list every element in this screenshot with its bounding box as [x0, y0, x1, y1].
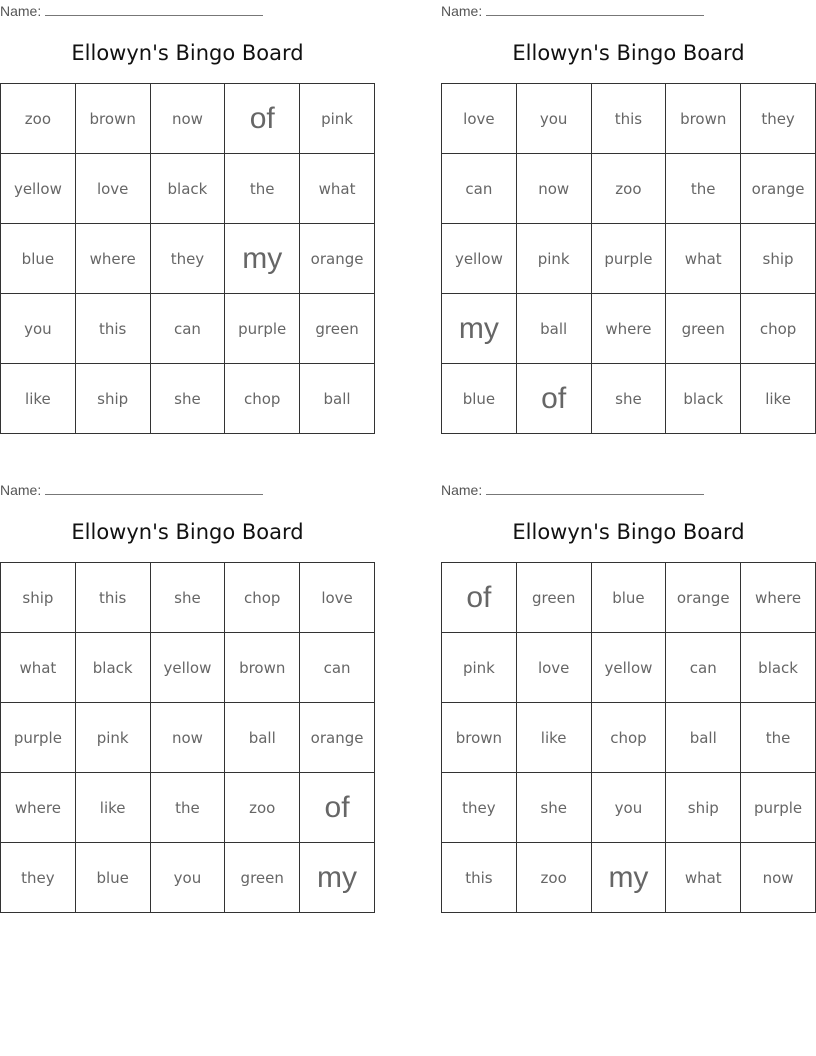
bingo-cell: my: [225, 224, 300, 294]
bingo-cell: yellow: [591, 633, 666, 703]
bingo-cell: they: [442, 773, 517, 843]
bingo-cell: can: [442, 154, 517, 224]
bingo-cell: green: [300, 294, 375, 364]
bingo-cell: she: [516, 773, 591, 843]
bingo-cell: like: [741, 364, 816, 434]
bingo-cell: where: [591, 294, 666, 364]
bingo-row: [442, 84, 816, 154]
bingo-cell: she: [591, 364, 666, 434]
bingo-row: [442, 364, 816, 434]
bingo-cell: where: [75, 224, 150, 294]
bingo-cell: can: [300, 633, 375, 703]
bingo-cell: what: [666, 224, 741, 294]
bingo-cell: ball: [666, 703, 741, 773]
bingo-grid: [0, 83, 375, 434]
bingo-cell: brown: [225, 633, 300, 703]
bingo-cell: of: [516, 364, 591, 434]
name-field: [0, 3, 263, 19]
bingo-cell: yellow: [442, 224, 517, 294]
bingo-cell: can: [150, 294, 225, 364]
name-field: [441, 482, 704, 498]
bingo-cell: she: [150, 364, 225, 434]
bingo-cell: love: [516, 633, 591, 703]
bingo-cell: of: [300, 773, 375, 843]
bingo-cell: you: [1, 294, 76, 364]
bingo-row: [1, 294, 375, 364]
bingo-row: [1, 843, 375, 913]
bingo-cell: love: [75, 154, 150, 224]
bingo-row: [1, 154, 375, 224]
bingo-cell: ball: [225, 703, 300, 773]
bingo-cell: where: [741, 563, 816, 633]
bingo-cell: you: [591, 773, 666, 843]
bingo-cell: you: [516, 84, 591, 154]
bingo-cell: this: [442, 843, 517, 913]
bingo-cell: green: [516, 563, 591, 633]
bingo-cell: like: [516, 703, 591, 773]
bingo-row: [442, 773, 816, 843]
bingo-row: [1, 633, 375, 703]
bingo-cell: she: [150, 563, 225, 633]
bingo-cell: chop: [591, 703, 666, 773]
bingo-cell: black: [75, 633, 150, 703]
board-title: Ellowyn's Bingo Board: [71, 520, 304, 544]
bingo-cell: my: [300, 843, 375, 913]
bingo-cell: love: [300, 563, 375, 633]
bingo-cell: zoo: [591, 154, 666, 224]
bingo-cell: they: [741, 84, 816, 154]
name-label: Name:: [0, 3, 42, 19]
bingo-cell: love: [442, 84, 517, 154]
bingo-cell: now: [741, 843, 816, 913]
bingo-cell: what: [1, 633, 76, 703]
bingo-grid: [441, 562, 816, 913]
bingo-cell: blue: [442, 364, 517, 434]
board-title: Ellowyn's Bingo Board: [71, 41, 304, 65]
bingo-cell: chop: [225, 563, 300, 633]
bingo-cell: my: [442, 294, 517, 364]
bingo-cell: zoo: [225, 773, 300, 843]
bingo-row: [1, 703, 375, 773]
bingo-cell: green: [666, 294, 741, 364]
bingo-cell: the: [741, 703, 816, 773]
bingo-cell: now: [516, 154, 591, 224]
bingo-row: [442, 154, 816, 224]
bingo-cell: black: [666, 364, 741, 434]
name-blank-line: [45, 494, 263, 495]
bingo-cell: they: [1, 843, 76, 913]
bingo-cell: ship: [1, 563, 76, 633]
bingo-cell: pink: [516, 224, 591, 294]
bingo-cell: blue: [591, 563, 666, 633]
name-field: [0, 482, 263, 498]
bingo-cell: can: [666, 633, 741, 703]
name-label: Name:: [441, 3, 483, 19]
bingo-cell: purple: [591, 224, 666, 294]
bingo-cell: black: [150, 154, 225, 224]
bingo-cell: the: [666, 154, 741, 224]
bingo-cell: ship: [741, 224, 816, 294]
bingo-cell: black: [741, 633, 816, 703]
bingo-cell: pink: [75, 703, 150, 773]
bingo-cell: this: [75, 563, 150, 633]
bingo-grid: [0, 562, 375, 913]
name-label: Name:: [441, 482, 483, 498]
bingo-cell: purple: [225, 294, 300, 364]
bingo-cell: green: [225, 843, 300, 913]
bingo-cell: ball: [516, 294, 591, 364]
bingo-cell: of: [442, 563, 517, 633]
bingo-cell: the: [150, 773, 225, 843]
bingo-cell: chop: [225, 364, 300, 434]
bingo-cell: they: [150, 224, 225, 294]
bingo-cell: like: [1, 364, 76, 434]
bingo-cell: blue: [75, 843, 150, 913]
bingo-cell: zoo: [1, 84, 76, 154]
bingo-cell: orange: [300, 224, 375, 294]
bingo-cell: what: [666, 843, 741, 913]
bingo-row: [1, 364, 375, 434]
bingo-cell: ball: [300, 364, 375, 434]
bingo-row: [442, 224, 816, 294]
bingo-cell: brown: [666, 84, 741, 154]
bingo-cell: now: [150, 703, 225, 773]
bingo-cell: pink: [442, 633, 517, 703]
bingo-cell: this: [591, 84, 666, 154]
bingo-cell: orange: [300, 703, 375, 773]
bingo-row: [1, 84, 375, 154]
bingo-cell: pink: [300, 84, 375, 154]
bingo-cell: brown: [442, 703, 517, 773]
bingo-cell: chop: [741, 294, 816, 364]
bingo-cell: purple: [1, 703, 76, 773]
bingo-cell: of: [225, 84, 300, 154]
bingo-row: [442, 703, 816, 773]
bingo-cell: blue: [1, 224, 76, 294]
name-label: Name:: [0, 482, 42, 498]
name-field: [441, 3, 704, 19]
name-blank-line: [486, 494, 704, 495]
bingo-cell: purple: [741, 773, 816, 843]
bingo-row: [442, 563, 816, 633]
bingo-row: [1, 224, 375, 294]
bingo-cell: orange: [741, 154, 816, 224]
bingo-cell: where: [1, 773, 76, 843]
bingo-cell: the: [225, 154, 300, 224]
bingo-row: [1, 563, 375, 633]
bingo-cell: zoo: [516, 843, 591, 913]
bingo-cell: ship: [75, 364, 150, 434]
bingo-cell: this: [75, 294, 150, 364]
bingo-cell: now: [150, 84, 225, 154]
bingo-cell: yellow: [150, 633, 225, 703]
bingo-cell: ship: [666, 773, 741, 843]
name-blank-line: [45, 15, 263, 16]
bingo-cell: what: [300, 154, 375, 224]
bingo-cell: like: [75, 773, 150, 843]
bingo-cell: you: [150, 843, 225, 913]
board-title: Ellowyn's Bingo Board: [512, 520, 745, 544]
bingo-cell: yellow: [1, 154, 76, 224]
board-title: Ellowyn's Bingo Board: [512, 41, 745, 65]
bingo-row: [442, 294, 816, 364]
name-blank-line: [486, 15, 704, 16]
bingo-row: [442, 633, 816, 703]
bingo-cell: brown: [75, 84, 150, 154]
bingo-cell: my: [591, 843, 666, 913]
bingo-row: [442, 843, 816, 913]
bingo-row: [1, 773, 375, 843]
bingo-grid: [441, 83, 816, 434]
bingo-cell: orange: [666, 563, 741, 633]
